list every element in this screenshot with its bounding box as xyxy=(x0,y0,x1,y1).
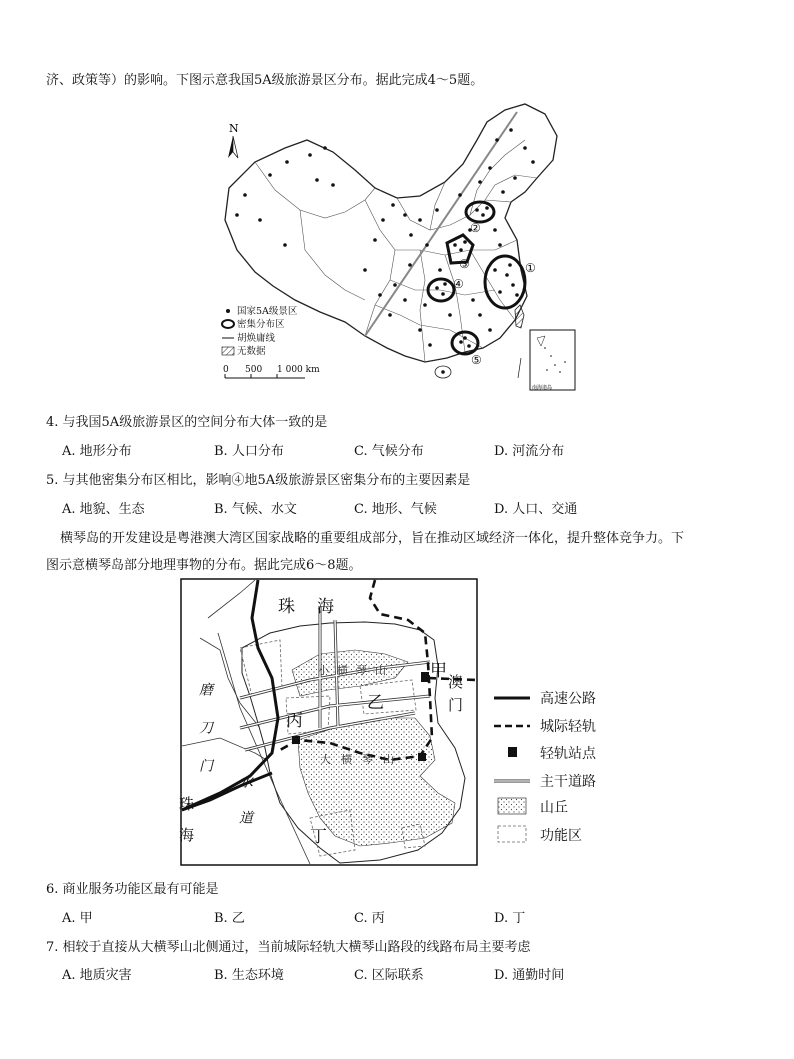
zone-label-4: ④ xyxy=(453,277,464,291)
china-5a-map xyxy=(215,100,585,390)
q7-option-b[interactable]: B. 生态环境 xyxy=(214,968,284,983)
legend-main-road: 主干道路 xyxy=(540,774,596,790)
svg-text:1 000 km: 1 000 km xyxy=(277,365,320,375)
legend-expressway: 高速公路 xyxy=(540,691,596,707)
q4-option-a[interactable]: A. 地形分布 xyxy=(62,444,132,459)
map1-legend xyxy=(222,305,298,357)
q5-option-d[interactable]: D. 人口、交通 xyxy=(494,502,578,517)
svg-text:N: N xyxy=(229,122,239,135)
q6-option-a[interactable]: A. 甲 xyxy=(62,911,93,926)
q7-option-a[interactable]: A. 地质灾害 xyxy=(62,968,132,983)
legend-hill: 山丘 xyxy=(540,800,568,816)
q4-options xyxy=(62,440,682,458)
zone-label-1: ① xyxy=(525,261,536,275)
inset-label: 南海诸岛 xyxy=(532,385,553,391)
label-bing: 丙 xyxy=(286,711,303,731)
label-modaomen: 磨刀门 xyxy=(197,682,213,796)
label-waterway: 水道 xyxy=(237,774,253,846)
zone-label-5: ⑤ xyxy=(471,353,482,367)
q7-option-d[interactable]: D. 通勤时间 xyxy=(494,968,565,983)
label-ding: 丁 xyxy=(310,827,327,847)
hengqin-map xyxy=(177,578,620,868)
legend-light-rail: 城际轻轨 xyxy=(540,719,596,735)
label-big-hengqin: 大横琴山 xyxy=(320,753,404,766)
svg-text:500: 500 xyxy=(245,365,263,375)
svg-text:0: 0 xyxy=(223,365,229,375)
legend-spot: 国家5A级景区 xyxy=(237,306,298,317)
q6-option-b[interactable]: B. 乙 xyxy=(214,911,245,926)
zone-label-3: ③ xyxy=(459,257,470,271)
label-zhuhai-left: 珠海 xyxy=(177,796,195,858)
passage-line-1: 横琴岛的开发建设是粤港澳大湾区国家战略的重要组成部分，旨在推动区域经济一体化，提升整体竞争力。下 xyxy=(60,531,685,546)
passage-line-2: 图示意横琴岛部分地理事物的分布。据此完成6～8题。 xyxy=(46,558,362,573)
q5-stem: 5. 与其他密集分布区相比，影响④地5A级旅游景区密集分布的主要因素是 xyxy=(46,473,471,488)
q4-stem: 4. 与我国5A级旅游景区的空间分布大体一致的是 xyxy=(46,415,328,430)
q5-option-a[interactable]: A. 地貌、生态 xyxy=(62,502,145,517)
q5-options xyxy=(62,498,682,516)
q4-option-b[interactable]: B. 人口分布 xyxy=(214,444,284,459)
legend-no-data: 无数据 xyxy=(237,346,266,357)
label-macau: 澳门 xyxy=(446,674,464,720)
q5-option-c[interactable]: C. 地形、气候 xyxy=(354,502,437,517)
label-jia: 甲 xyxy=(430,661,447,681)
intro-line: 济、政策等）的影响。下图示意我国5A级旅游景区分布。据此完成4～5题。 xyxy=(46,73,484,88)
label-small-hengqin: 小横琴山 xyxy=(318,664,394,677)
south-china-sea-inset xyxy=(530,330,575,391)
zone-label-2: ② xyxy=(470,221,481,235)
north-arrow-icon xyxy=(228,122,239,158)
label-zhuhai-top: 珠海 xyxy=(278,597,356,617)
scale-bar xyxy=(223,365,320,378)
q7-options xyxy=(62,964,682,982)
legend-hu-line: 胡焕庸线 xyxy=(237,333,276,344)
legend-station: 轻轨站点 xyxy=(540,746,596,762)
map2-legend xyxy=(494,690,597,844)
q4-option-c[interactable]: C. 气候分布 xyxy=(354,444,424,459)
q6-option-c[interactable]: C. 丙 xyxy=(354,911,385,926)
q6-stem: 6. 商业服务功能区最有可能是 xyxy=(46,882,219,897)
q5-option-b[interactable]: B. 气候、水文 xyxy=(214,502,297,517)
q6-option-d[interactable]: D. 丁 xyxy=(494,911,526,926)
q4-option-d[interactable]: D. 河流分布 xyxy=(494,444,565,459)
q7-option-c[interactable]: C. 区际联系 xyxy=(354,968,424,983)
q6-options xyxy=(62,907,682,925)
legend-dense: 密集分布区 xyxy=(237,319,285,330)
q7-stem: 7. 相较于直接从大横琴山北侧通过，当前城际轻轨大横琴山路段的线路布局主要考虑 xyxy=(46,940,531,955)
label-yi: 乙 xyxy=(367,693,384,713)
legend-function-zone: 功能区 xyxy=(540,828,582,844)
